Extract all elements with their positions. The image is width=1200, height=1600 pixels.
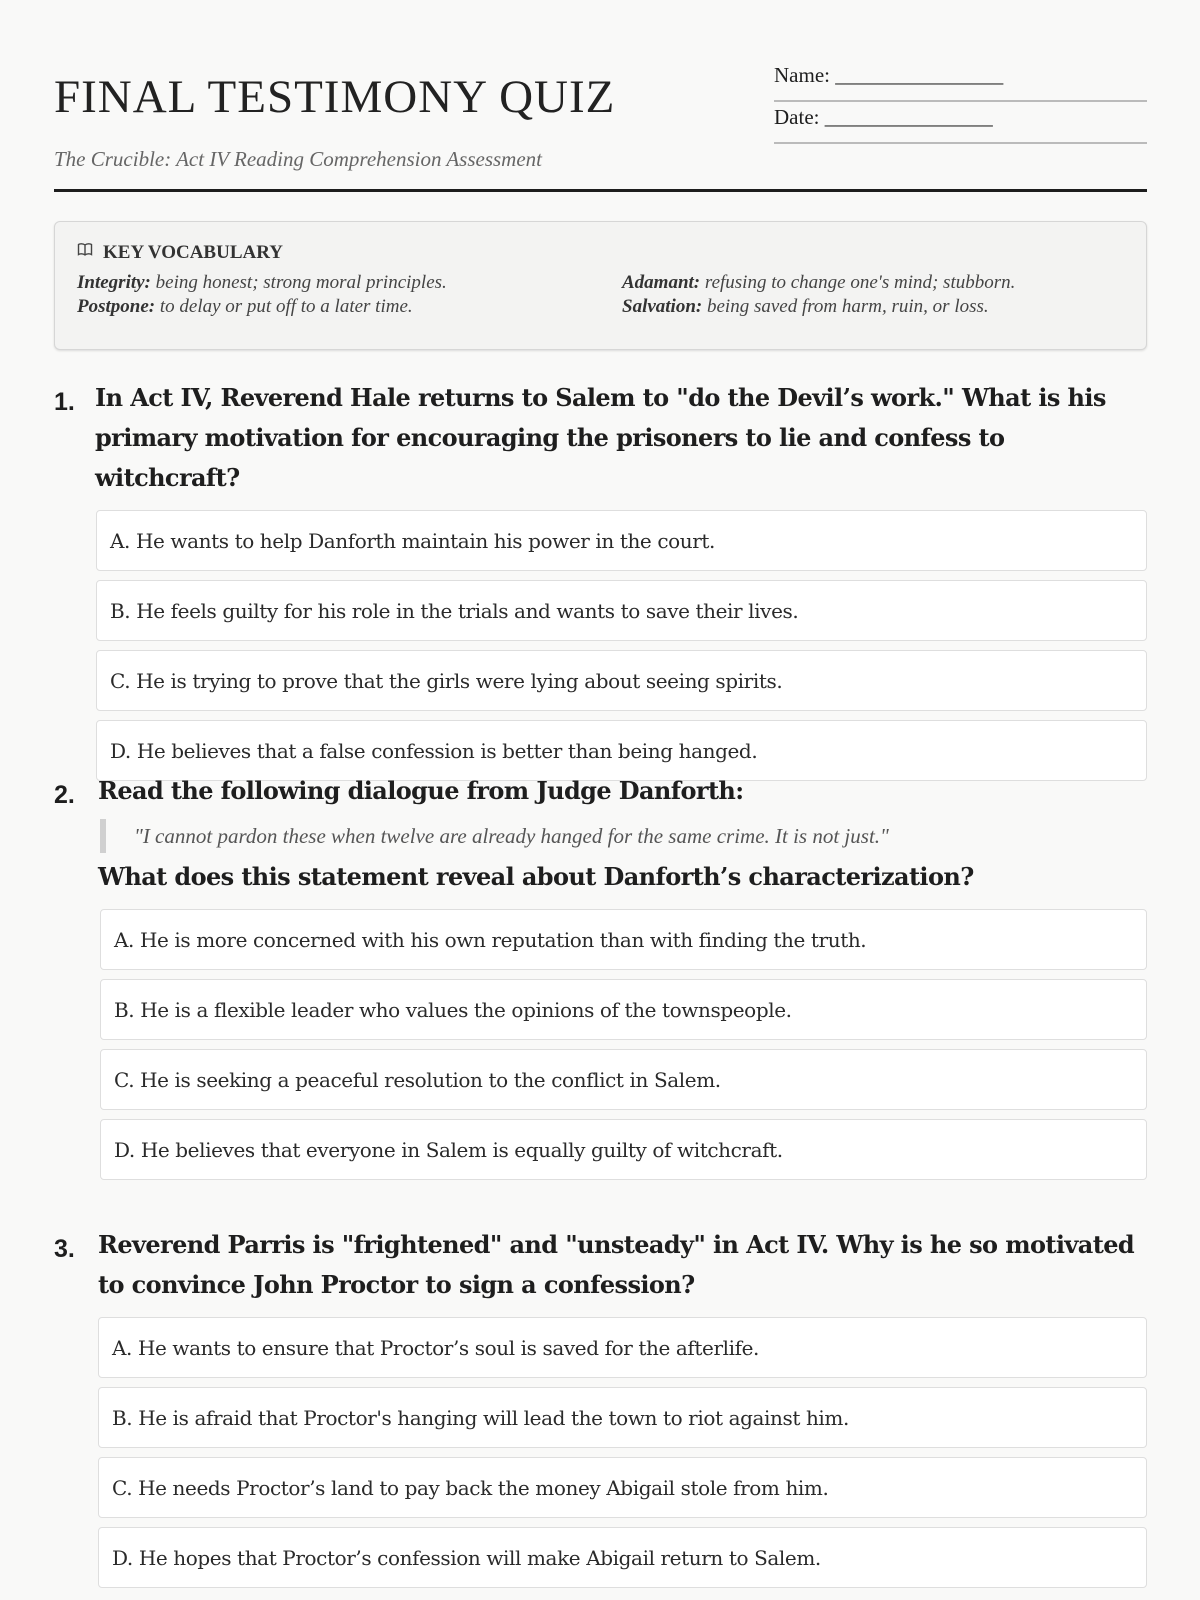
question-text: Read the following dialogue from Judge Danforth: [98,776,744,805]
vocabulary-box [54,221,1147,350]
answer-option-a[interactable]: A. He wants to help Danforth maintain his power in the court. [96,510,1147,571]
answer-option-d[interactable]: D. He believes that everyone in Salem is equally guilty of witchcraft. [100,1119,1147,1180]
question-3 [54,1225,1147,1597]
vocabulary-heading [77,242,1124,264]
answer-option-a[interactable]: A. He wants to ensure that Proctor’s soul is saved for the afterlife. [98,1317,1147,1378]
question-1 [54,378,1147,790]
date-field[interactable] [774,102,1147,144]
name-field[interactable] [774,60,1147,102]
question-number: 1. [54,388,75,416]
book-icon [77,242,93,264]
page-subtitle: The Crucible: Act IV Reading Comprehension Assessment [54,147,543,171]
vocab-item: Integrity: being honest; strong moral principles. [77,272,447,293]
question-2 [54,771,1147,1189]
dialogue-quote: "I cannot pardon these when twelve are already hanged for the same crime. It is not just." [100,819,1147,853]
page-title: FINAL TESTIMONY QUIZ [54,71,616,123]
answer-option-b[interactable]: B. He is afraid that Proctor's hanging will lead the town to riot against him. [98,1387,1147,1448]
name-label: Name: ________________ [774,63,1004,87]
question-text: Reverend Parris is "frightened" and "unsteady" in Act IV. Why is he so motivated to convince John Proctor to sign a confession? [98,1230,1135,1299]
answer-option-d[interactable]: D. He hopes that Proctor’s confession will make Abigail return to Salem. [98,1527,1147,1588]
question-number: 2. [54,781,75,809]
vocab-item: Salvation: being saved from harm, ruin, or loss. [622,296,989,317]
date-label: Date: ________________ [774,105,993,129]
answer-option-b[interactable]: B. He feels guilty for his role in the trials and wants to save their lives. [96,580,1147,641]
answer-option-c[interactable]: C. He is trying to prove that the girls were lying about seeing spirits. [96,650,1147,711]
answer-option-b[interactable]: B. He is a flexible leader who values the opinions of the townspeople. [100,979,1147,1040]
question-number: 3. [54,1235,75,1263]
answer-option-c[interactable]: C. He needs Proctor’s land to pay back the money Abigail stole from him. [98,1457,1147,1518]
header-divider [54,189,1147,192]
answer-option-d[interactable]: D. He believes that a false confession is better than being hanged. [96,720,1147,781]
vocab-item: Adamant: refusing to change one's mind; stubborn. [622,272,1016,293]
question-prompt: What does this statement reveal about Danforth’s characterization? [98,862,974,891]
question-text: In Act IV, Reverend Hale returns to Salem to "do the Devil’s work." What is his primary motivation for encouraging the prisoners to lie and confess to witchcraft? [95,383,1106,492]
vocabulary-title: KEY VOCABULARY [103,242,283,263]
answer-option-c[interactable]: C. He is seeking a peaceful resolution to the conflict in Salem. [100,1049,1147,1110]
answer-option-a[interactable]: A. He is more concerned with his own reputation than with finding the truth. [100,909,1147,970]
student-info [774,60,1147,144]
vocab-item: Postpone: to delay or put off to a later time. [77,296,413,317]
